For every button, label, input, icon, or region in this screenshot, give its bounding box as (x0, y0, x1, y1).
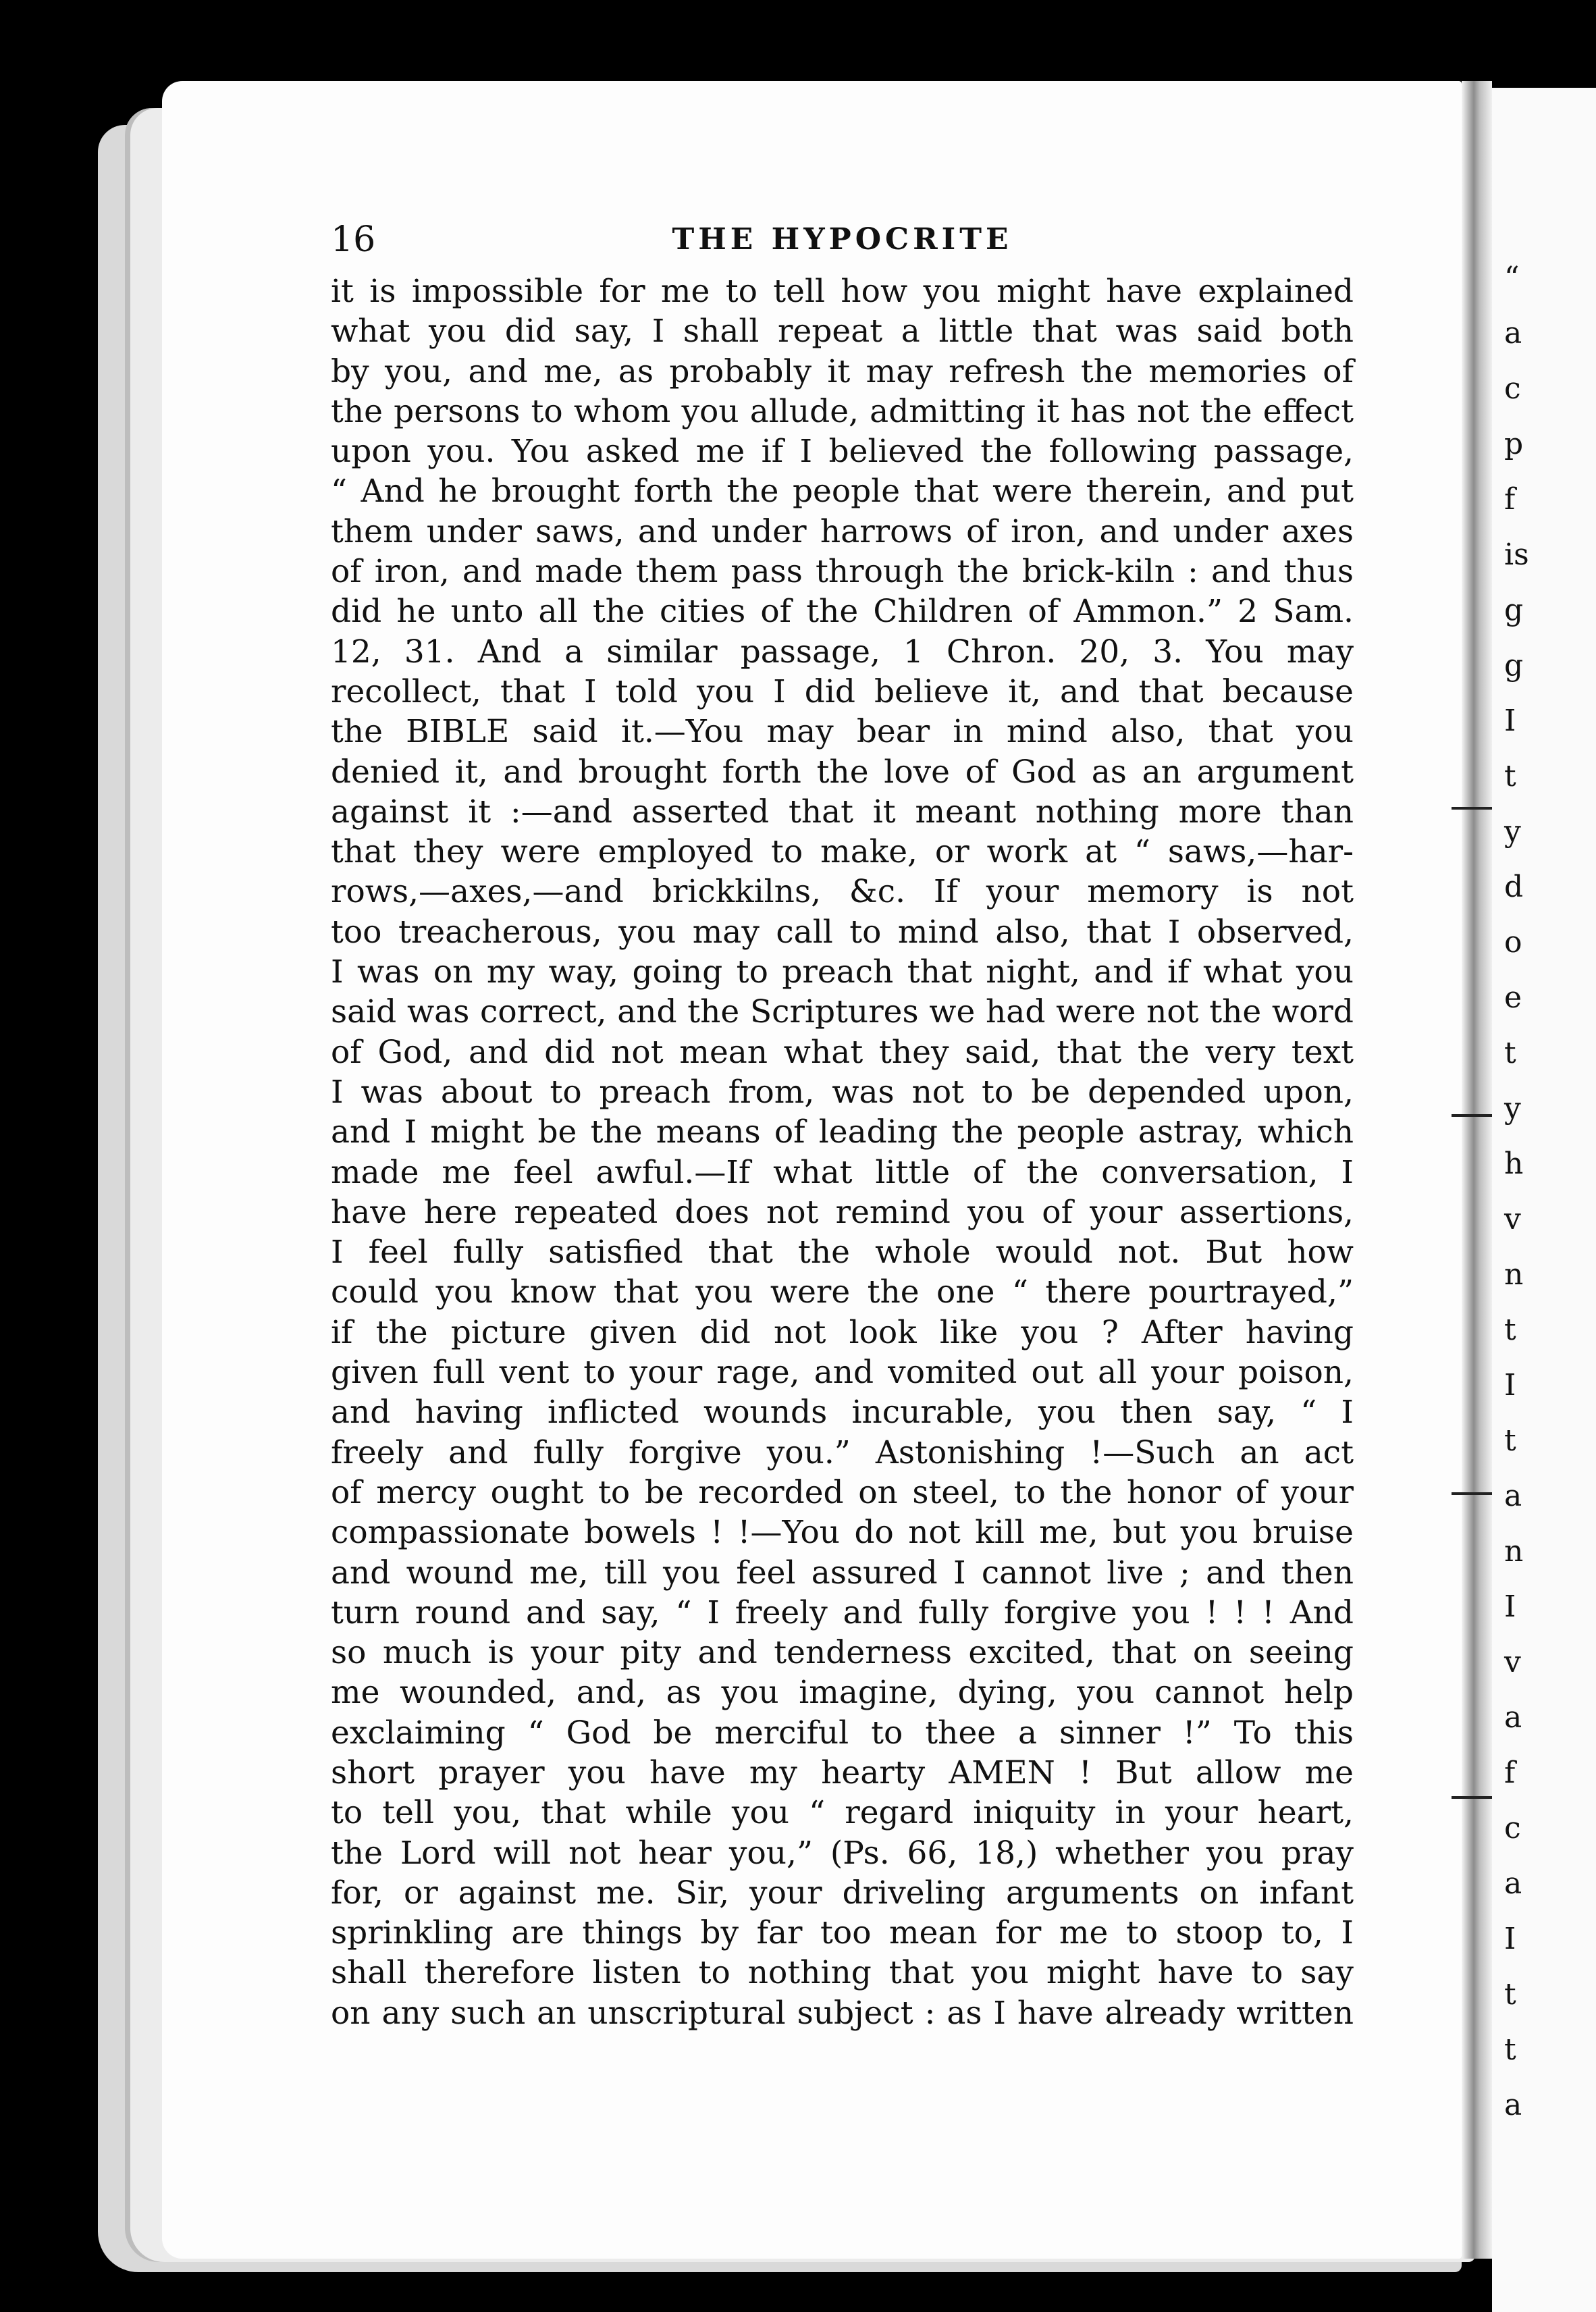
facing-page-fragment: I (1504, 1590, 1516, 1624)
text-line: upon you. You asked me if I believed the following passage, (331, 433, 1354, 471)
text-line: if the picture given did not look like you ? After having (331, 1313, 1354, 1351)
facing-page-fragment: I (1504, 1368, 1516, 1402)
facing-page-fragment: t (1504, 1313, 1516, 1347)
text-line: I was about to preach from, was not to be depended upon, (331, 1073, 1354, 1111)
facing-page (1492, 88, 1596, 2312)
facing-page-fragment: f (1504, 1756, 1516, 1790)
facing-page-fragment: t (1504, 1036, 1516, 1070)
text-line: could you know that you were the one “ there pourtrayed,” (331, 1273, 1354, 1311)
text-line: sprinkling are things by far too mean for me to stoop to, I (331, 1914, 1354, 1952)
text-line: I was on my way, going to preach that night, and if what you (331, 953, 1354, 991)
text-line: it is impossible for me to tell how you might have explained (331, 273, 1354, 310)
text-line: “ And he brought forth the people that were therein, and put (331, 473, 1354, 510)
text-line: for, or against me. Sir, your driveling arguments on infant (331, 1874, 1354, 1912)
facing-page-fragment: t (1504, 2032, 1516, 2067)
text-line: the persons to whom you allude, admitting it has not the effect (331, 392, 1354, 430)
facing-page-fragment: g (1504, 648, 1524, 683)
facing-page-fragment: t (1504, 1977, 1516, 2012)
facing-page-fragment: o (1504, 925, 1522, 960)
facing-page-fragment: p (1504, 427, 1524, 461)
text-line: so much is your pity and tenderness excited, that on seeing (331, 1634, 1354, 1672)
text-line: shall therefore listen to nothing that you might have to say (331, 1954, 1354, 1992)
facing-page-fragment: n (1504, 1534, 1524, 1569)
text-line: and I might be the means of leading the people astray, which (331, 1113, 1354, 1151)
text-line: short prayer you have my hearty AMEN ! But allow me (331, 1754, 1354, 1791)
facing-page-fragment: c (1504, 1811, 1521, 1845)
text-line: denied it, and brought forth the love of God as an argument (331, 753, 1354, 791)
running-title: THE HYPOCRITE (672, 222, 1013, 257)
text-line: and wound me, till you feel assured I cannot live ; and then (331, 1554, 1354, 1592)
text-line: of mercy ought to be recorded on steel, to the honor of your (331, 1473, 1354, 1511)
text-line: have here repeated does not remind you of your assertions, (331, 1193, 1354, 1231)
facing-page-fragment: v (1504, 1202, 1521, 1236)
text-line: them under saws, and under harrows of iron, and under axes (331, 513, 1354, 550)
text-line: of iron, and made them pass through the brick-kiln : and thus (331, 553, 1354, 591)
text-line: the Lord will not hear you,” (Ps. 66, 18,) whether you pray (331, 1834, 1354, 1872)
text-line: I feel fully satisfied that the whole would not. But how (331, 1234, 1354, 1271)
text-line: too treacherous, you may call to mind also, that I observed, (331, 913, 1354, 951)
text-line: to tell you, that while you “ regard iniquity in your heart, (331, 1794, 1354, 1832)
text-line: exclaiming “ God be merciful to thee a sinner !” To this (331, 1714, 1354, 1752)
text-line: turn round and say, “ I freely and fully forgive you ! ! ! And (331, 1594, 1354, 1631)
facing-page-fragment: g (1504, 593, 1524, 627)
facing-page-fragment: y (1504, 814, 1521, 849)
facing-page-fragment: f (1504, 482, 1516, 517)
text-line: recollect, that I told you I did believe it, and that because (331, 673, 1354, 710)
facing-page-fragment: a (1504, 1866, 1522, 1901)
text-line: freely and fully forgive you.” Astonishing !—Such an act (331, 1434, 1354, 1471)
text-line: against it :—and asserted that it meant nothing more than (331, 793, 1354, 831)
text-line: what you did say, I shall repeat a little that was said both (331, 313, 1354, 350)
running-head (331, 219, 1354, 267)
text-line: said was correct, and the Scriptures we had were not the word (331, 993, 1354, 1031)
body-text (331, 271, 1354, 2033)
facing-page-fragment: d (1504, 870, 1524, 904)
page-number: 16 (331, 219, 376, 260)
text-line: me wounded, and, as you imagine, dying, you cannot help (331, 1674, 1354, 1712)
text-line: and having inflicted wounds incurable, you then say, “ I (331, 1394, 1354, 1431)
text-line: given full vent to your rage, and vomited out all your poison, (331, 1354, 1354, 1392)
text-line: rows,—axes,—and brickkilns, &c. If your memory is not (331, 873, 1354, 911)
text-line: compassionate bowels ! !—You do not kill me, but you bruise (331, 1514, 1354, 1552)
text-line: by you, and me, as probably it may refresh the memories of (331, 352, 1354, 390)
facing-page-fragment: is (1504, 537, 1529, 572)
book-gutter (1462, 81, 1492, 2259)
facing-page-fragment: n (1504, 1257, 1524, 1292)
facing-page-fragment: t (1504, 1423, 1516, 1458)
text-line: on any such an unscriptural subject : as I have already written (331, 1994, 1354, 2032)
facing-page-fragment: e (1504, 980, 1522, 1015)
facing-page-fragment: I (1504, 1922, 1516, 1956)
facing-page-fragment: t (1504, 759, 1516, 793)
text-line: the BIBLE said it.—You may bear in mind also, that you (331, 713, 1354, 751)
text-line: 12, 31. And a similar passage, 1 Chron. 20, 3. You may (331, 633, 1354, 671)
text-line: of God, and did not mean what they said, that the very text (331, 1033, 1354, 1071)
facing-page-fragment: a (1504, 316, 1522, 350)
facing-page-fragment: a (1504, 1479, 1522, 1513)
text-line: did he unto all the cities of the Children of Ammon.” 2 Sam. (331, 593, 1354, 631)
facing-page-fragment: I (1504, 704, 1516, 738)
facing-page-fragment: y (1504, 1091, 1521, 1126)
facing-page-fragment: c (1504, 371, 1521, 406)
facing-page-fragment: a (1504, 1700, 1522, 1735)
facing-page-fragment: “ (1504, 261, 1520, 295)
facing-page-fragment: v (1504, 1645, 1521, 1679)
facing-page-fragment: h (1504, 1147, 1524, 1181)
facing-page-fragment: a (1504, 2088, 1522, 2122)
text-line: that they were employed to make, or work at “ saws,—har- (331, 833, 1354, 871)
text-line: made me feel awful.—If what little of the conversation, I (331, 1153, 1354, 1191)
